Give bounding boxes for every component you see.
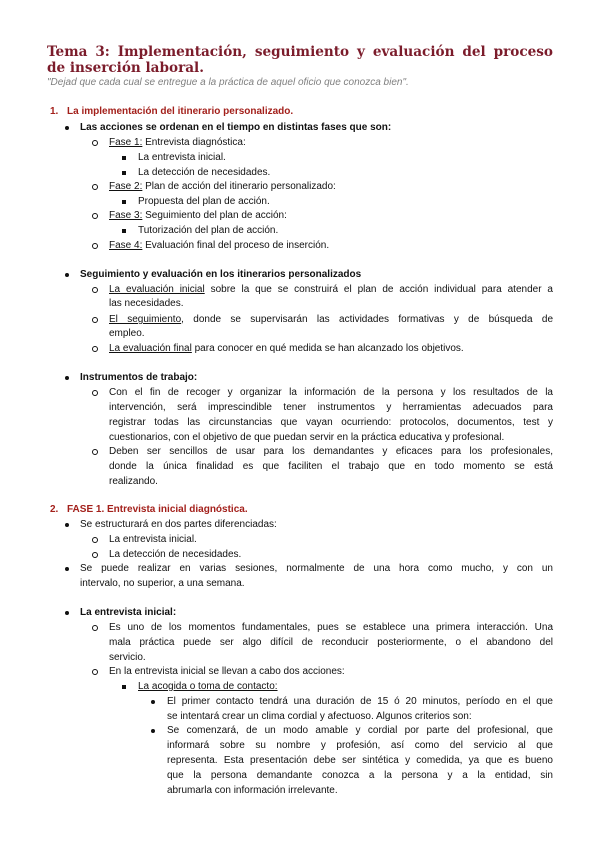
eval-initial-text: sobre la que se construirá el plan de acción individual para atender a <box>204 284 553 295</box>
tools-para-1-line-4: cuestionarios, con el objetivo de que puedan servir en la práctica educativa y profesional. <box>109 432 505 443</box>
bullet-dot-icon <box>151 729 155 733</box>
bullet-dot-icon <box>65 567 69 571</box>
presentation-line-4: que la persona demandante conozca a la persona y a la entidad, sin <box>167 770 553 781</box>
tools-para-2-line-1: Deben ser sencillos de usar para los demandantes y eficaces para los profesionales, <box>109 446 553 457</box>
bullet-dot-icon <box>151 700 155 704</box>
bullet-circle-icon <box>92 537 98 543</box>
phase-1-label: Fase 1: <box>109 137 143 148</box>
bullet-dot-icon <box>65 611 69 615</box>
two-actions-item: En la entrevista inicial se llevan a cabo dos acciones: <box>109 666 345 677</box>
bullet-dot-icon <box>65 523 69 527</box>
bullet-circle-icon <box>92 669 98 675</box>
phase-1-sub-2: La detección de necesidades. <box>138 167 271 178</box>
bullet-circle-icon <box>92 449 98 455</box>
phase-3-item <box>109 209 287 222</box>
bullet-dot-icon <box>65 126 69 130</box>
bullet-circle-icon <box>92 346 98 352</box>
section-2-number: 2. <box>50 504 59 515</box>
bullet-circle-icon <box>92 625 98 631</box>
structure-bullet: Se estructurará en dos partes diferenciadas: <box>80 519 277 530</box>
eval-initial-label: La evaluación inicial <box>109 284 205 295</box>
bullet-circle-icon <box>92 287 98 293</box>
phase-1-sub-1: La entrevista inicial. <box>138 152 226 163</box>
tools-para-1-line-3: registrar todas las circunstancias que vayan ocurriendo: protocolos, documentos, test y <box>109 417 553 428</box>
tracking-label: El seguimiento <box>109 314 182 325</box>
phase-2-label: Fase 2: <box>109 181 143 192</box>
phase-1-text: Entrevista diagnóstica: <box>142 137 246 148</box>
tracking-line-1 <box>109 313 553 326</box>
bullet-circle-icon <box>92 390 98 396</box>
sessions-line-2: intervalo, no superior, a una semana. <box>80 578 245 589</box>
tools-para-1-line-2: intervención, será imprescindible tener instrumentos y herramientas adecuados para <box>109 402 553 413</box>
initial-interview-bullet: La entrevista inicial: <box>80 607 177 618</box>
bullet-square-icon <box>122 229 126 233</box>
phase-2-text: Plan de acción del itinerario personalizado: <box>142 181 336 192</box>
phase-4-item <box>109 239 329 252</box>
bullet-dot-icon <box>65 376 69 380</box>
bullet-circle-icon <box>92 243 98 249</box>
section-1-heading: La implementación del itinerario personalizado. <box>67 106 294 117</box>
first-contact-line-1: El primer contacto tendrá una duración de 15 ó 20 minutos, período en el que <box>167 696 553 707</box>
page-title: Tema 3: Implementación, seguimiento y evaluación del proceso de inserción laboral. <box>47 44 553 76</box>
section-1-number: 1. <box>50 106 59 117</box>
tools-bullet: Instrumentos de trabajo: <box>80 372 198 383</box>
bullet-square-icon <box>122 156 126 160</box>
phase-3-text: Seguimiento del plan de acción: <box>142 210 287 221</box>
presentation-line-5: abrumarla con información irrelevante. <box>167 785 338 796</box>
moment-line-1: Es uno de los momentos fundamentales, pues se establece una primera interacción. Una <box>109 622 553 633</box>
sessions-line-1: Se puede realizar en varias sesiones, normalmente de una hora como mucho, y con un <box>80 563 553 574</box>
tracking-bullet: Seguimiento y evaluación en los itinerarios personalizados <box>80 269 362 280</box>
eval-initial-line-2: las necesidades. <box>109 298 184 309</box>
presentation-line-3: representa. Esta presentación debe ser sintética y comedida, ya que es bueno <box>167 755 553 766</box>
bullet-square-icon <box>122 171 126 175</box>
phase-1-item <box>109 136 246 149</box>
eval-final-label: La evaluación final <box>109 343 192 354</box>
section-2-heading: FASE 1. Entrevista inicial diagnóstica. <box>67 504 248 515</box>
structure-sub-2: La detección de necesidades. <box>109 549 242 560</box>
bullet-square-icon <box>122 685 126 689</box>
moment-line-3: servicio. <box>109 652 146 663</box>
tools-para-2-line-2: donde la única finalidad es que faciliten el trabajo que en todo momento se está <box>109 461 553 472</box>
phase-3-sub-1: Tutorización del plan de acción. <box>138 225 279 236</box>
presentation-line-1: Se comenzará, de un modo amable y cordial por parte del profesional, que <box>167 725 553 736</box>
tracking-line-2: empleo. <box>109 328 145 339</box>
tracking-text: , donde se supervisarán las actividades formativas y de búsqueda de <box>181 314 554 325</box>
bullet-dot-icon <box>65 273 69 277</box>
phase-3-label: Fase 3: <box>109 210 143 221</box>
eval-final-text: para conocer en qué medida se han alcanzado los objetivos. <box>191 343 464 354</box>
bullet-circle-icon <box>92 184 98 190</box>
phase-4-label: Fase 4: <box>109 240 143 251</box>
eval-initial-line-1 <box>109 283 553 296</box>
bullet-circle-icon <box>92 552 98 558</box>
bullet-circle-icon <box>92 317 98 323</box>
bullet-circle-icon <box>92 140 98 146</box>
structure-sub-1: La entrevista inicial. <box>109 534 197 545</box>
phase-2-item <box>109 180 336 193</box>
phase-2-sub-1: Propuesta del plan de acción. <box>138 196 270 207</box>
bullet-circle-icon <box>92 213 98 219</box>
phases-bullet: Las acciones se ordenan en el tiempo en distintas fases que son: <box>80 122 392 133</box>
first-contact-line-2: se intentará crear un clima cordial y afectuoso. Algunos criterios son: <box>167 711 472 722</box>
moment-line-2: mala práctica puede ser algo difícil de reconducir posteriormente, o el abandono del <box>109 637 553 648</box>
epigraph-quote: "Dejad que cada cual se entregue a la práctica de aquel oficio que conozca bien". <box>47 77 409 88</box>
eval-final-item <box>109 342 464 355</box>
phase-4-text: Evaluación final del proceso de inserción. <box>142 240 330 251</box>
tools-para-1-line-1: Con el fin de recoger y organizar la información de la persona y los resultados de la <box>109 387 553 398</box>
presentation-line-2: informará sobre su nombre y profesión, así como del servicio al que <box>167 740 553 751</box>
welcome-label: La acogida o toma de contacto: <box>138 681 278 692</box>
bullet-square-icon <box>122 200 126 204</box>
tools-para-2-line-3: realizando. <box>109 476 158 487</box>
